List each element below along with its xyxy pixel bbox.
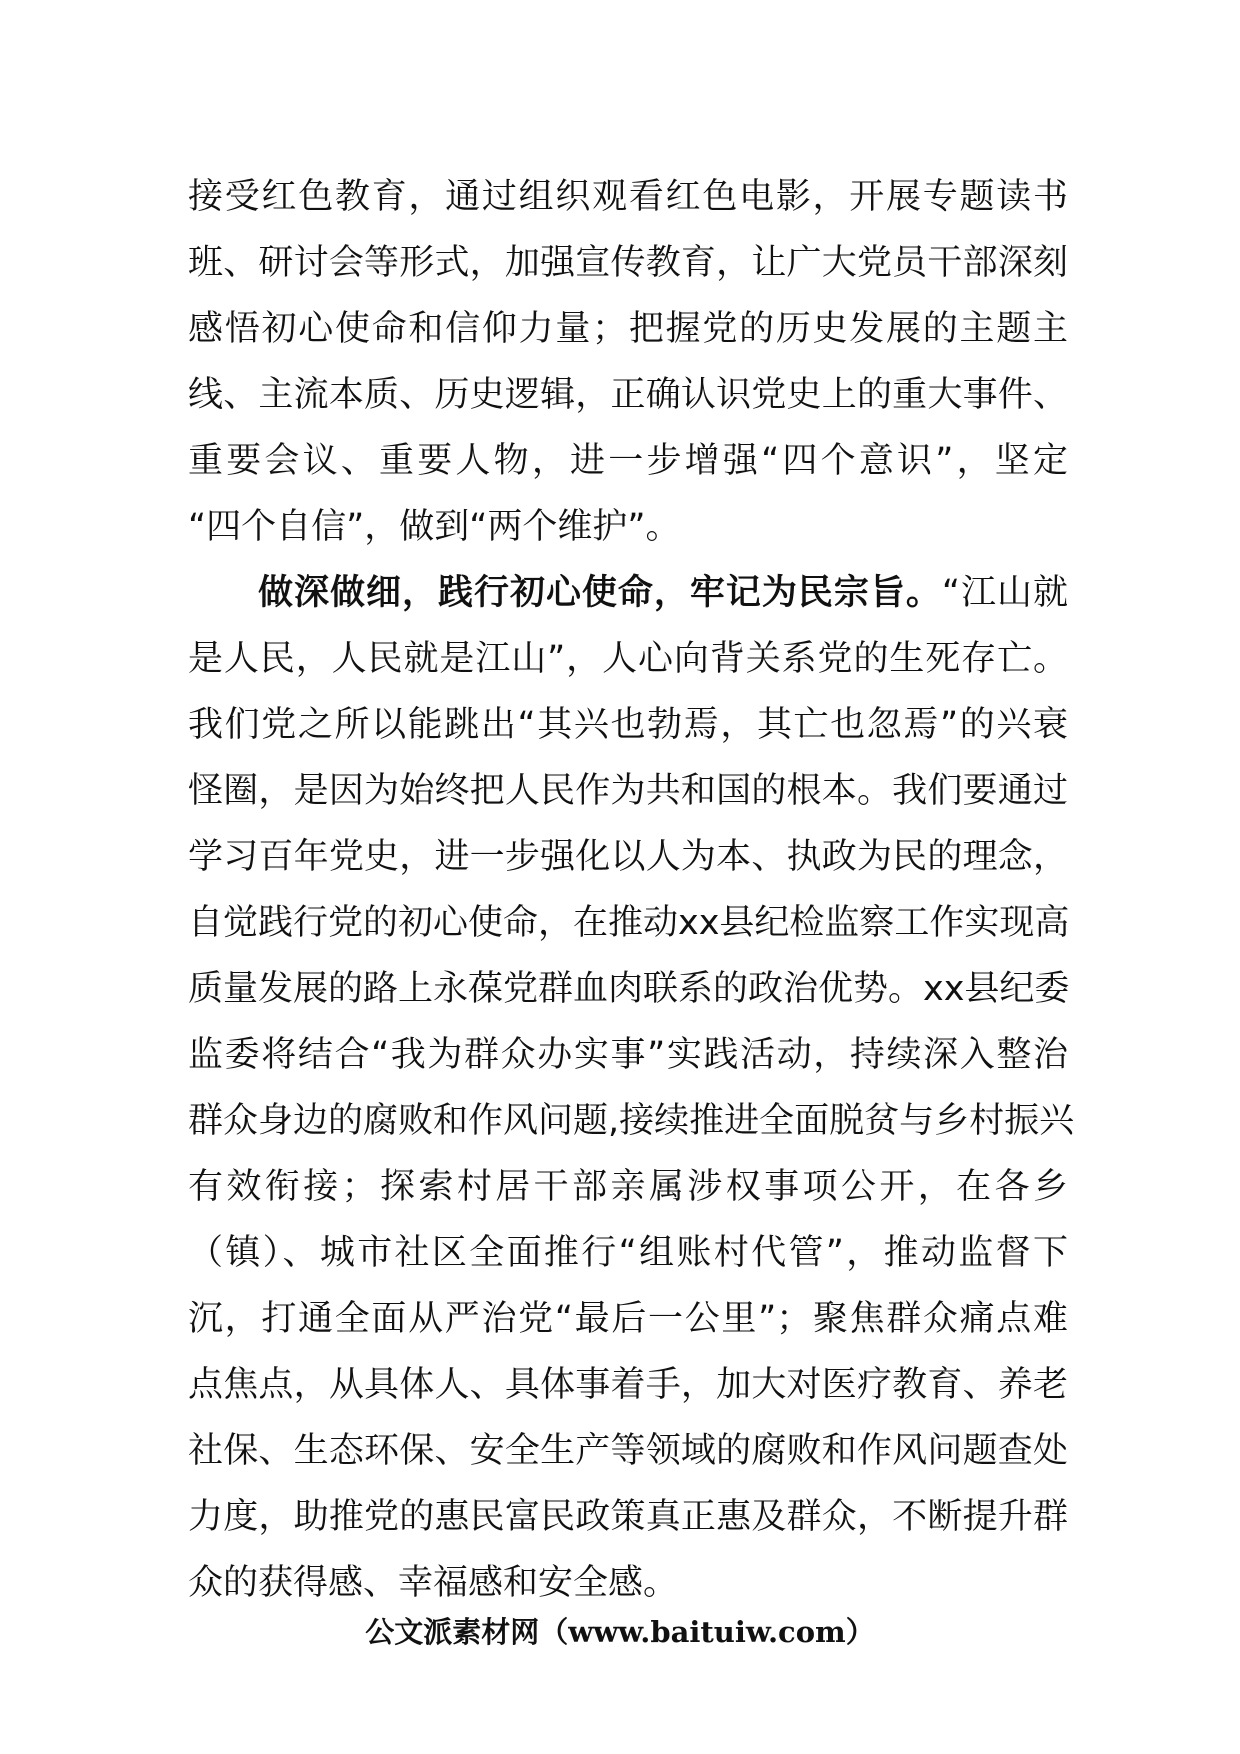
text-line: 线、主流本质、历史逻辑，正确认识党史上的重大事件、 (188, 375, 1068, 415)
footer-source: 公文派素材网（www.baituiw.com） (365, 1615, 875, 1649)
text-line: 监委将结合“我为群众办实事”实践活动，持续深入整治 (188, 1035, 1068, 1075)
text-line: 质量发展的路上永葆党群血肉联系的政治优势。xx县纪委 (188, 969, 1070, 1009)
text-line-continuation: “江山就 (941, 573, 1068, 613)
text-line: 班、研讨会等形式，加强宣传教育，让广大党员干部深刻 (188, 243, 1068, 283)
text-line: 群众身边的腐败和作风问题,接续推进全面脱贫与乡村振兴 (188, 1101, 1075, 1141)
text-line: 重要会议、重要人物，进一步增强“四个意识”，坚定 (188, 441, 1068, 481)
text-line: 社保、生态环保、安全生产等领域的腐败和作风问题查处 (188, 1431, 1068, 1471)
text-line: 有效衔接；探索村居干部亲属涉权事项公开，在各乡 (188, 1167, 1068, 1207)
text-line: 众的获得感、幸福感和安全感。 (188, 1563, 679, 1603)
paragraph-heading: 做深做细，践行初心使命，牢记为民宗旨。 (258, 573, 942, 613)
text-line: 自觉践行党的初心使命，在推动xx县纪检监察工作实现高 (188, 903, 1070, 943)
text-line: 感悟初心使命和信仰力量；把握党的历史发展的主题主 (188, 309, 1068, 349)
text-line: 学习百年党史，进一步强化以人为本、执政为民的理念， (188, 837, 1068, 877)
text-line: 接受红色教育，通过组织观看红色电影，开展专题读书 (188, 177, 1068, 217)
text-line: （镇）、城市社区全面推行“组账村代管”，推动监督下 (188, 1233, 1068, 1273)
paragraph-heading-line (188, 560, 1068, 626)
text-line: 是人民，人民就是江山”，人心向背关系党的生死存亡。 (188, 639, 1068, 679)
text-line: 点焦点，从具体人、具体事着手，加大对医疗教育、养老 (188, 1365, 1068, 1405)
text-line: 怪圈，是因为始终把人民作为共和国的根本。我们要通过 (188, 771, 1068, 811)
text-line: 我们党之所以能跳出“其兴也勃焉，其亡也忽焉”的兴衰 (188, 705, 1068, 745)
body-text (188, 164, 1075, 1616)
text-line: 沉，打通全面从严治党“最后一公里”；聚焦群众痛点难 (188, 1299, 1068, 1339)
text-line: 力度，助推党的惠民富民政策真正惠及群众，不断提升群 (188, 1497, 1068, 1537)
text-line: “四个自信”，做到“两个维护”。 (188, 507, 681, 547)
